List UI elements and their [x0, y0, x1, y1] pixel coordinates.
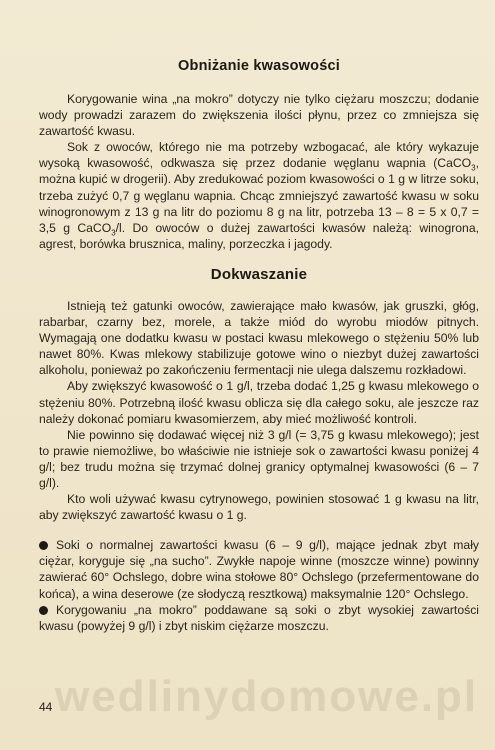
paragraph: Aby zwiększyć kwasowość o 1 g/l, trzeba dodać 1,25 g kwasu mlekowego o stężeniu 80%. Potrzebną ilość kwasu oblicza się dla całego soku, ale jeszcze raz należy dokonać pomiaru kwasomierzem, aby mieć możliwość kontroli.	[39, 379, 479, 426]
paragraph: Istnieją też gatunki owoców, zawierające mało kwasów, jak gruszki, głóg, rabarbar, czarny bez, morele, a także miód do wyrobu miodów pitnych. Wymagają one dodatku kwasu w postaci kwasu mlekowego o stężeniu 50% lub nawet 80%. Kwas mlekowy stabilizuje gotowe wino o niezbyt dużej zawartości alkoholu, ponieważ po zakończeniu fermentacji nie ulega dalszemu rozkładowi.	[39, 298, 479, 378]
bullet-list	[39, 537, 479, 634]
heading-obnizanie: Obniżanie kwasowości	[178, 58, 340, 74]
bullet-item: Soki o normalnej zawartości kwasu (6 – 9 g/l), mające jednak zbyt mały ciężar, koryguje się „na sucho”. Zwykłe napoje winne (moszcze winne) powinny zawierać 60° Ochslego, dobre wina stołowe 80° Ochslego (przefermentowane do końca), a wina deserowe (ze słodyczą resztkową) maksymalnie 120° Ochslego.	[39, 538, 479, 601]
bullet-item: Korygowaniu „na mokro” poddawane są soki o zbyt wysokiej zawartości kwasu (powyżej 9 g/l) i zbyt niskim ciężarze moszczu.	[39, 602, 479, 633]
bullet-dot-icon	[39, 541, 48, 550]
heading-dokwaszanie: Dokwaszanie	[210, 265, 308, 283]
bullet-dot-icon	[39, 606, 48, 615]
watermark: wedlinydomowe.pl	[55, 672, 479, 721]
page-number: 44	[39, 700, 53, 714]
paragraph: Nie powinno się dodawać więcej niż 3 g/l (= 3,75 g kwasu mlekowego); jest to prawie niemożliwe, bo właściwie nie istnieje sok o zawartości kwasu poniżej 4 g/l; bez trudu można się trzymać dolnej granicy optymalnej kwasowości (6 – 7 g/l).	[39, 427, 479, 490]
paragraph: Kto woli używać kwasu cytrynowego, powinien stosować 1 g kwasu na litr, aby zwiększyć zawartość kwasu o 1 g.	[39, 492, 479, 523]
page-content	[39, 58, 479, 634]
paragraph: Korygowanie wina „na mokro” dotyczy nie tylko ciężaru moszczu; dodanie wody prowadzi zarazem do zwiększenia ilości płynu, przez co zmniejsza się zawartość kwasu.	[39, 92, 479, 139]
paragraph: Sok z owoców, którego nie ma potrzeby wzbogacać, ale który wykazuje wysoką kwasowość, odkwasza się przez dodanie węglanu wapnia (CaCO$_3$, można kupić w drogerii). Aby zredukować poziom kwasowości o 1 g w litrze soku, trzeba zużyć 0,7 g węglanu wapnia. Chcąc zmniejszyć zawartość kwasu w soku winogronowym z 13 g na litr do poziomu 8 g na litr, potrzeba 13 – 8 = 5 x 0,7 = 3,5 g CaCO$_3$/l. Do owoców o dużej zawartości kwasów należą: winogrona, agrest, borówka brusznica, maliny, porzeczka i jagody.	[39, 140, 480, 251]
